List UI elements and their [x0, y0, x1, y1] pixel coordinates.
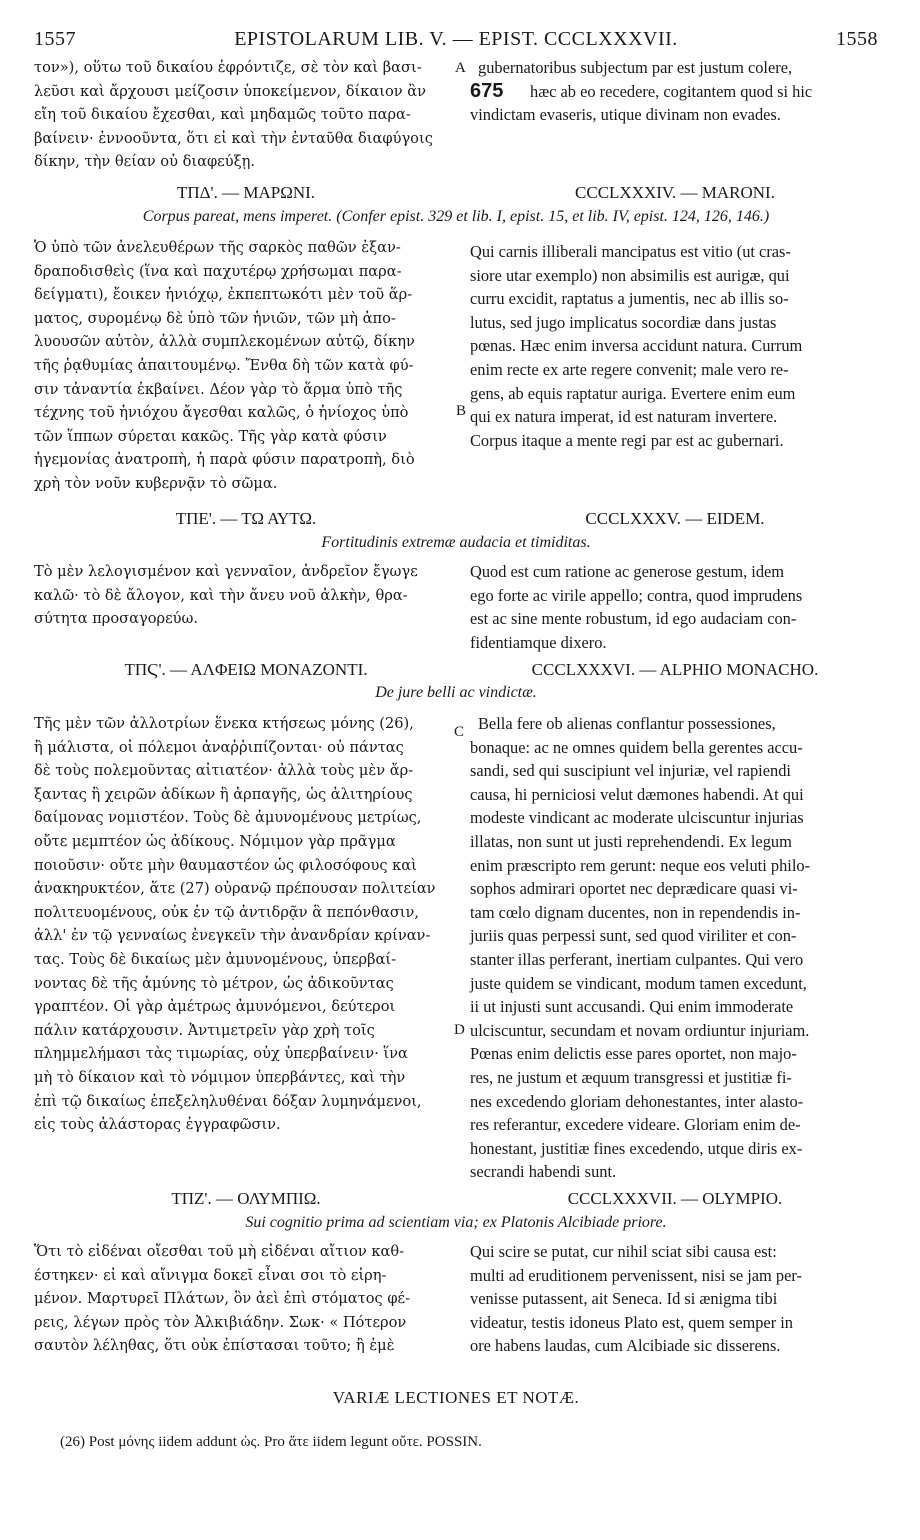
- text-line: videatur, testis idoneus Plato est, quem semper in: [470, 1312, 794, 1332]
- text-line: σύτητα προσαγορεύω.: [34, 610, 199, 628]
- latin-text-385: [470, 560, 880, 654]
- text-line: τας. Τοὺς δὲ δικαίως μὲν ἀμυνομένους, ὑπερβαί-: [34, 950, 397, 968]
- text-line: est ac sine mente robustum, id ego audaciam con-: [470, 609, 797, 629]
- running-title: EPISTOLARUM LIB. V. — EPIST. CCCLXXXVII.: [234, 28, 678, 50]
- greek-text-386: [34, 712, 458, 1137]
- text-line: fidentiamque dixero.: [470, 632, 607, 652]
- text-line: illatas, non sunt ut justi reprehendendi. Ex legum: [470, 831, 792, 851]
- text-line: Ὁ ὑπὸ τῶν ἀνελευθέρων τῆς σαρκὸς παθῶν ἐξαν-: [34, 239, 401, 256]
- text-line: ulciscuntur, secundam et novam ordiuntur injuriam.: [470, 1020, 810, 1040]
- text-line: Τὸ μὲν λελογισμένον καὶ γενναῖον, ἀνδρεῖον ἔγωγε: [34, 563, 418, 580]
- text-line: qui ex natura imperat, id est naturam invertere.: [470, 407, 778, 427]
- greek-text-387: [34, 1240, 458, 1358]
- text-line: πλημμελήμασι τὰς τιμωρίας, οὐχ ὑπερβαίνειν· ἵνα: [34, 1045, 408, 1063]
- subtitle-384: Corpus pareat, mens imperet. (Confer epist. 329 et lib. I, epist. 15, et lib. IV, epist. 124, 126, 146.): [142, 208, 770, 225]
- text-line: siore utar exemplo) non absimilis est aurigæ, qui: [470, 265, 790, 285]
- note-item: (26) Post μόνης iidem addunt ὡς. Pro ἅτε iidem legunt οὔτε. POSSIN.: [60, 1434, 482, 1450]
- text-line: δὲ τοὺς πολεμοῦντας αἰτιατέον· ἀλλὰ τοὺς μὲν ἄρ-: [34, 762, 414, 780]
- text-line: gubernatoribus subjectum par est justum colere,: [478, 58, 793, 77]
- latin-text-387: [470, 1240, 880, 1358]
- margin-letter-b: B: [456, 403, 467, 419]
- notes-title: VARIÆ LECTIONES ET NOTÆ.: [332, 1388, 580, 1407]
- greek-heading-385: ΤΠΕ'. — ΤΩ ΑΥΤΩ.: [175, 509, 317, 528]
- text-line: πολιτευομένους, οὐκ ἐν τῷ ἀντιδρᾷν ἃ πεπόνθασιν,: [34, 903, 420, 921]
- margin-letter-d: D: [454, 1022, 465, 1038]
- text-line: ματος, συρομένῳ δὲ ὑπὸ τῶν ἡνιῶν, τῶν μὴ ἀπο-: [34, 309, 396, 327]
- text-line: μὴ τὸ δίκαιον καὶ τὸ νόμιμον ὑπερβάντες, καὶ τὴν: [34, 1068, 406, 1086]
- text-line: βαίνειν· ἐννοοῦντα, ὅτι εἰ καὶ τὴν ἐνταῦθα διαφύγοις: [34, 129, 433, 147]
- text-line: Quod est cum ratione ac generose gestum, idem: [470, 562, 785, 581]
- text-line: τῶν ἵππων σύρεται κακῶς. Τῆς γὰρ κατὰ φύσιν: [34, 427, 387, 445]
- subtitle-386: De jure belli ac vindictæ.: [375, 684, 537, 701]
- text-line: bonaque: ac ne omnes quidem bella gerentes accu-: [470, 737, 803, 757]
- latin-heading-385: CCCLXXXV. — EIDEM.: [585, 509, 765, 528]
- latin-text-386: [470, 712, 880, 1184]
- greek-text-384: [34, 236, 458, 496]
- text-line: σαυτὸν λέληθας, ὅτι οὐκ ἐπίστασαι τοῦτο; ἢ ἐμὲ: [34, 1337, 395, 1355]
- text-line: pœnas. Hæc enim inversa accidunt natura. Currum: [470, 336, 803, 356]
- text-line: πάλιν κατάρχουσιν. Ἀντιμετρεῖν γὰρ χρὴ τοῖς: [34, 1021, 375, 1039]
- text-line: εἴη τοῦ δικαίου ἔχεσθαι, καὶ μηδαμῶς τοῦτο παρα-: [34, 106, 411, 124]
- text-line: λυουσῶν αὐτὸν, ἀλλὰ συμπλεκομένων αὐτῷ, δίκην: [34, 333, 415, 351]
- greek-heading-387: ΤΠΖ'. — ΟΛΥΜΠΙΩ.: [171, 1189, 321, 1208]
- text-line: εἰς τοὺς ἀλάστορας ἐγγραφῶσιν.: [34, 1116, 281, 1134]
- greek-heading-386: ΤΠϚ'. — ΑΛΦΕΙΩ ΜΟΝΑΖΟΝΤΙ.: [124, 660, 368, 679]
- text-line: Qui carnis illiberali mancipatus est vitio (ut cras-: [470, 242, 791, 261]
- text-line: modeste vindicant ac moderate ulciscuntur injurias: [470, 808, 804, 828]
- text-line: vindictam evaseris, utique divinam non evades.: [470, 105, 781, 125]
- text-line: ρεις, λέγων πρὸς τὸν Ἀλκιβιάδην. Σωκ· « Πότερον: [34, 1313, 407, 1331]
- text-line: έστηκεν· εἰ καὶ αἴνιγμα δοκεῖ εἶναι σοι τὸ εἰρη-: [34, 1266, 387, 1284]
- text-line: ποιοῦσιν· οὔτε μὴν θαυμαστέον ὡς φιλοσόφους καὶ: [34, 856, 417, 874]
- text-line: gens, ab equis raptatur auriga. Evertere enim eum: [470, 383, 796, 403]
- subtitle-387: Sui cognitio prima ad scientiam via; ex Platonis Alcibiade priore.: [245, 1214, 667, 1231]
- text-line: Qui scire se putat, cur nihil sciat sibi causa est:: [470, 1242, 777, 1261]
- running-header: [34, 28, 878, 56]
- text-line: τῆς ῥᾳθυμίας ἀπαιτουμένῳ. Ἔνθα δὴ τῶν κατὰ φύ-: [34, 356, 414, 374]
- text-line: δραποδισθεὶς (ἵνα καὶ παχυτέρῳ χρήσωμαι παρα-: [34, 262, 402, 280]
- text-line: juste quidem se vindicant, modum tamen excedunt,: [470, 973, 807, 993]
- latin-heading-387: CCCLXXXVII. — OLYMPIO.: [567, 1189, 783, 1208]
- text-line: ἡγεμονίας ἀνατροπὴ, ἡ παρὰ φύσιν παρατροπὴ, διὸ: [34, 451, 415, 469]
- text-line: ego forte ac virile appello; contra, quod imprudens: [470, 585, 803, 605]
- latin-text-384: [470, 240, 880, 452]
- text-line: nes excedendo gloriam dehonestantes, inter alasto-: [470, 1091, 804, 1111]
- text-line: νοντας δὲ τῆς ἀμύνης τὸ μέτρον, ὡς ἀδικοῦντας: [34, 974, 394, 992]
- text-line: Τῆς μὲν τῶν ἀλλοτρίων ἕνεκα κτήσεως μόνης (26),: [34, 715, 414, 732]
- text-line: sandi, sed qui suscipiunt vel injuriæ, vel rapiendi: [470, 761, 791, 781]
- text-line: venisse putassent, ait Seneca. Id si ænigma tibi: [470, 1289, 778, 1309]
- text-line: hæc ab eo recedere, cogitantem quod si hic: [530, 81, 813, 101]
- text-line: Bella fere ob alienas conflantur possessiones,: [478, 714, 776, 733]
- text-line: curru excidit, raptatus a jumentis, nec ab illis so-: [470, 289, 789, 309]
- greek-continuation: [34, 56, 458, 174]
- text-line: Ὅτι τὸ εἰδέναι οἴεσθαι τοῦ μὴ εἰδέναι αἴτιον καθ-: [34, 1243, 405, 1260]
- text-line: δίκην, τὴν θείαν οὐ διαφεύξῃ.: [34, 153, 256, 171]
- text-line: causa, hi perniciosi velut dæmones habendi. At qui: [470, 784, 804, 804]
- text-line: tam cœlo dignam ducentes, non in rependendis in-: [470, 902, 801, 922]
- greek-heading-384: ΤΠΔ'. — ΜΑΡΩΝΙ.: [176, 183, 316, 202]
- text-line: multi ad eruditionem pervenissent, nisi se jam per-: [470, 1265, 802, 1285]
- right-page-number: 1558: [836, 28, 878, 50]
- text-line: Corpus itaque a mente regi par est ac gubernari.: [470, 430, 784, 450]
- text-line: τον»), οὕτω τοῦ δικαίου ἐφρόντιζε, σὲ τὸν καὶ βασι-: [34, 59, 422, 76]
- column-number: 675: [470, 80, 504, 102]
- greek-text-385: [34, 560, 458, 631]
- latin-continuation: [470, 56, 880, 127]
- text-line: ἢ μάλιστα, οἱ πόλεμοι ἀναῤῥιπίζονται· οὐ πάντας: [34, 738, 404, 756]
- text-line: Pœnas enim delictis esse pares oportet, non majo-: [470, 1044, 797, 1064]
- subtitle-385: Fortitudinis extremæ audacia et timiditas.: [321, 534, 591, 551]
- text-line: lutus, sed jugo implicatus socordiæ dans justas: [470, 312, 777, 332]
- margin-letter-c: C: [454, 724, 465, 740]
- text-line: ἀλλ' ἐν τῷ γενναίως ἐνεγκεῖν τὴν ἀνανδρίαν κρίναν-: [34, 927, 431, 945]
- text-line: σιν τἀναντία ἐκβαίνει. Δέον γὰρ τὸ ἅρμα ὑπὸ τῆς: [34, 380, 403, 398]
- text-line: γραπτέον. Οἱ γὰρ ἀμέτρως ἀμυνόμενοι, δεύτεροι: [34, 998, 396, 1016]
- text-line: λεῦσι καὶ ἄρχουσι μείζοσιν ὑποκείμενον, δίκαιον ἂν: [34, 82, 426, 100]
- latin-heading-386: CCCLXXXVI. — ALPHIO MONACHO.: [531, 660, 819, 679]
- text-line: res referantur, excedere videare. Gloriam enim de-: [470, 1115, 801, 1135]
- left-page-number: 1557: [34, 28, 76, 50]
- text-line: ii ut injusti sunt accusandi. Qui enim immoderate: [470, 997, 794, 1017]
- text-line: enim recte ex arte regere convenit; male vero re-: [470, 359, 789, 379]
- text-line: ξαντας ἢ χειρῶν ἀδίκων ἢ ἁρπαγῆς, ὡς ἀλιτηρίους: [34, 785, 413, 803]
- text-line: juriis quas perpessi sunt, sed quod viriliter et con-: [470, 926, 797, 946]
- text-line: sophos admirari oportet nec deprædicare quasi vi-: [470, 879, 798, 899]
- latin-heading-384: CCCLXXXIV. — MARONI.: [575, 183, 775, 202]
- text-line: ἀνακηρυκτέον, ἅτε (27) οὐρανῷ πρέπουσαν πολιτείαν: [34, 880, 436, 898]
- text-line: secrandi habendi sunt.: [470, 1162, 617, 1182]
- text-line: honestant, justitiæ fines excedendo, utque diris ex-: [470, 1138, 803, 1158]
- margin-letter-a: A: [455, 60, 466, 76]
- text-line: οὔτε μεμπτέον ὡς ἀδίκους. Νόμιμον γὰρ πρᾶγμα: [34, 832, 396, 850]
- text-line: χρὴ τὸν νοῦν κυβερνᾷν τὸ σῶμα.: [34, 474, 278, 492]
- text-line: μένον. Μαρτυρεῖ Πλάτων, ὃν ἀεὶ ἐπὶ στόματος φέ-: [34, 1290, 411, 1308]
- text-line: δείγματι), ἔοικεν ἡνιόχῳ, ἐκπεπτωκότι μὲν τοῦ ἅρ-: [34, 286, 413, 304]
- text-line: δαίμονας νομιστέον. Τοὺς δὲ ἀμυνομένους μετρίως,: [34, 809, 422, 827]
- text-line: stanter illas perferant, inertiam culpantes. Qui vero: [470, 949, 804, 969]
- text-line: res, ne justum et æquum transgressi et justitiæ fi-: [470, 1067, 792, 1087]
- text-line: τέχνης τοῦ ἡνιόχου ἄγεσθαι καλῶς, ὁ ἡνίοχος ὑπὸ: [34, 404, 409, 422]
- text-line: enim præscripto rem gerunt: neque eos veluti philo-: [470, 855, 811, 875]
- text-line: καλῶ· τὸ δὲ ἄλογον, καὶ τὴν ἄνευ νοῦ ἀλκὴν, θρα-: [34, 586, 408, 604]
- text-line: ore habens laudas, cum Alcibiade sic disserens.: [470, 1336, 781, 1356]
- text-line: ἐπὶ τῷ δικαίως ἐπεξεληλυθέναι δόξαν λυμηνάμενοι,: [34, 1092, 422, 1110]
